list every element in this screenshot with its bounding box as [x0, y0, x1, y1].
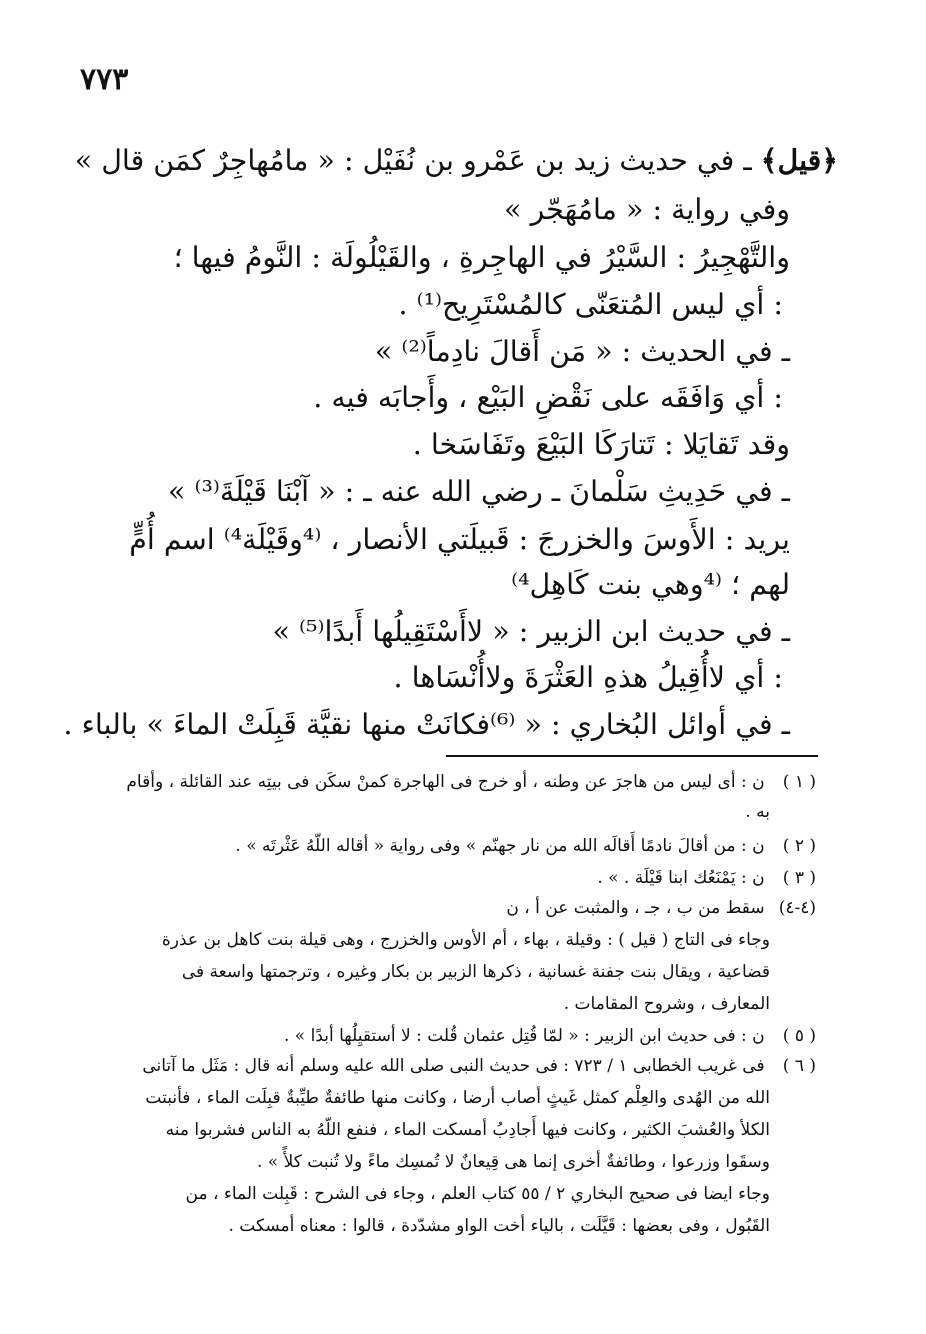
footnote-divider	[446, 755, 818, 757]
entry-line-1	[60, 140, 838, 181]
footnote-text: فى غريب الخطابى ١ / ٧٢٣ : فى حديث النبى صلى الله عليه وسلم أنه قال : مَثَل ما آتانى	[142, 1056, 765, 1076]
entry-line-3: والتَّهْجِيرُ : السَّيْرُ في الهاجِرةِ ، والقَيْلُولَة : النَّومُ فيها ؛	[173, 241, 790, 274]
footnote-6-cont-2: الكلأ والعُشبَ الكثير ، وكانت فيها أَجادِبُ أمسكت الماء ، فنفع اللّهُ به الناس فشربوا منه	[165, 1120, 770, 1140]
entry-line-13: ـ في أوائل البُخاري : « ⁽⁶⁾فكانَتْ منها نقيَّة قَبِلَتْ الماءَ » بالباء .	[63, 708, 790, 741]
entry-line-11: ـ في حديث ابن الزبير : « لاأَسْتَقِيلُها أَبدًا⁽⁵⁾ »	[272, 615, 790, 648]
footnote-4-cont-1: وجاء فى التاج ( قيل ) : وقيلة ، بهاء ، أم الأوس والخزرج ، وهى قيلة بنت كاهل بن عذرة	[161, 930, 770, 950]
footnote-3	[70, 864, 816, 892]
footnote-text: ن : من أقالَ نادمًا أَقالَه الله من نار جهنّم » وفى رواية « أقاله اللّهُ عَثْرتَه » .	[235, 836, 765, 856]
page-number: ٧٧٣	[80, 62, 129, 97]
footnote-1-cont: به .	[745, 802, 770, 822]
entry-line-5: ـ في الحديث : « مَن أَقالَ نادِماً⁽²⁾ »	[374, 335, 790, 368]
entry-line-8: ـ في حَدِيثِ سَلْمانَ ـ رضي الله عنه ـ : « آبْنَا قَيْلَةَ⁽³⁾ »	[167, 475, 790, 508]
footnote-number: ( ٣ )	[782, 868, 816, 888]
footnote-number: ( ٥ )	[782, 1026, 816, 1046]
footnote-6-cont-5: القَبُول ، وفى بعضها : قَيَّلَت ، بالياء أخت الواو مشدّدة ، قالوا : معناه أمسكت .	[228, 1216, 770, 1236]
footnote-4	[70, 894, 816, 922]
footnote-4-cont-3: المعارف ، وشروح المقامات .	[563, 994, 770, 1014]
footnote-text: سقط من ب ، جـ ، والمثبت عن أ ، ن	[506, 898, 765, 918]
footnote-text: ن : أى ليس من هاجرَ عن وطنه ، أو خرج فى الهاجرة كمنْ سكَن فى بيتِه عند القائلة ، وأقام	[126, 772, 765, 792]
footnote-1	[70, 768, 816, 796]
entry-line-10: لهم ؛ ⁽⁴وهي بنت كَاهِل⁴⁾	[511, 568, 790, 601]
entry-line-12: : أي لاأُقِيلُ هذهِ العَثْرَةَ ولاأُنْسَاها .	[393, 661, 783, 694]
headword: ﴿قيل﴾	[760, 143, 838, 177]
entry-line-7: وقد تَقايَلا : تَتارَكَا البَيْعَ وتَفَاسَخا .	[412, 428, 790, 461]
footnote-6-cont-4: وجاء ايضا فى صحيح البخاري ٢ / ٥٥ كتاب العلم ، وجاء فى الشرح : قَبِلت الماء ، من	[185, 1184, 770, 1204]
entry-line-2: وفي رواية : « مامُهَجّر »	[503, 193, 790, 226]
entry-line-1-text: ـ في حديث زيد بن عَمْرو بن نُفَيْل : « مامُهاجِرٌ كمَن قال »	[74, 144, 752, 177]
footnote-number: ( ٦ )	[782, 1056, 816, 1076]
footnote-number: ( ٢ )	[782, 836, 816, 856]
footnote-6-cont-1: الله من الهُدى والعِلْم كمثل غَيثٍ أصاب أرضا ، وكانت منها طائفةٌ طيِّبةٌ قبِلَت الماء ، فأنبتت	[145, 1088, 770, 1108]
footnote-5	[70, 1022, 816, 1050]
footnote-4-cont-2: قضاعية ، ويقال بنت جفنة غسانية ، ذكرها الزبير بن بكار وغيره ، وترجمتها واسعة فى	[181, 962, 770, 982]
footnote-number: ( ١ )	[782, 772, 816, 792]
footnote-6	[70, 1052, 816, 1080]
entry-line-6: : أي وَافَقَه على نَقْضِ البَيْع ، وأَجابَه فيه .	[313, 381, 783, 414]
footnote-text: ن : فى حديث ابن الزبير : « لمّا قُتِل عثمان قُلت : لا أستقيِلُها أبدًا » .	[283, 1026, 765, 1046]
entry-line-4: : أي ليس المُتعَنّى كالمُسْتَرِيح⁽¹⁾ .	[398, 288, 783, 321]
footnote-text: ن : يَمْنَعُك ابنا قَيْلَة . » .	[597, 868, 765, 888]
entry-line-9: يريد : الأَوسَ والخزرجَ : قَبيلَتي الأنصار ، ⁽⁴وقَيْلَة⁴⁾ اسم أُمٍّ	[129, 523, 790, 556]
footnote-2	[70, 832, 816, 860]
footnote-6-cont-3: وسقَوا وزرعوا ، وطائفةٌ أخرى إنما هى قِيعانٌ لا تُمسِك ماءً ولا تُنبت كلأً » .	[256, 1152, 770, 1172]
footnote-number: (٤-٤)	[778, 898, 816, 918]
